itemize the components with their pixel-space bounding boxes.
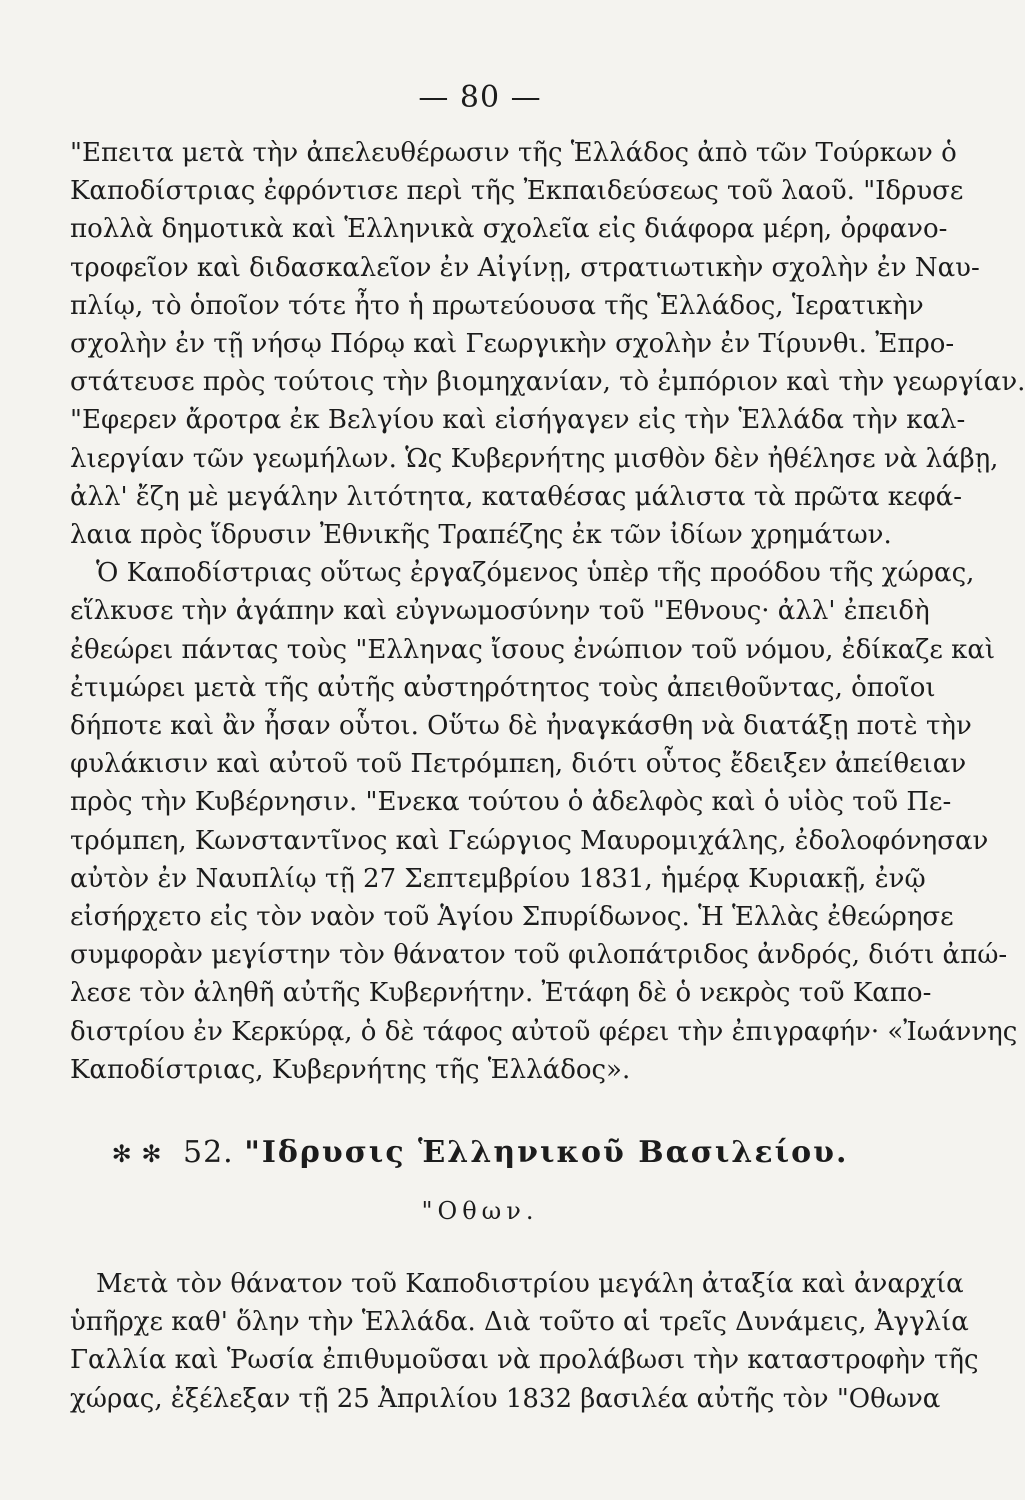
text-line: ἀλλ' ἔζη μὲ μεγάλην λιτότητα, καταθέσας μάλιστα τὰ πρῶτα κεφά-: [70, 481, 962, 512]
text-line: Γαλλία καὶ Ῥωσία ἐπιθυμοῦσαι νὰ προλάβωσι τὴν καταστροφὴν τῆς: [70, 1345, 979, 1376]
text-line: δήποτε καὶ ἂν ἦσαν οὗτοι. Οὕτω δὲ ἠναγκάσθη νὰ διατάξῃ ποτὲ τὴν: [70, 711, 972, 742]
text-line: ἐθεώρει πάντας τοὺς "Ελληνας ἴσους ἐνώπιον τοῦ νόμου, ἐδίκαζε καὶ: [70, 634, 996, 665]
section-heading: [70, 1133, 890, 1173]
text-line: πλίῳ, τὸ ὁποῖον τότε ἦτο ἡ πρωτεύουσα τῆς Ἑλλάδος, Ἱερατικὴν: [70, 290, 924, 321]
text-line: φυλάκισιν καὶ αὐτοῦ τοῦ Πετρόμπεη, διότι οὗτος ἔδειξεν ἀπείθειαν: [70, 749, 967, 780]
text-line: Καποδίστριας ἐφρόντισε περὶ τῆς Ἐκπαιδεύσεως τοῦ λαοῦ. "Ιδρυσε: [70, 176, 964, 207]
text-line: Μετὰ τὸν θάνατον τοῦ Καποδιστρίου μεγάλη ἀταξία καὶ ἀναρχία: [96, 1269, 964, 1300]
text-line: συμφορὰν μεγίστην τὸν θάνατον τοῦ φιλοπάτριδος ἀνδρός, διότι ἀπώ-: [70, 940, 1008, 971]
text-line: σχολὴν ἐν τῇ νήσῳ Πόρῳ καὶ Γεωργικὴν σχολὴν ἐν Τίρυνθι. Ἐπρο-: [70, 329, 955, 360]
text-line: εἰσήρχετο εἰς τὸν ναὸν τοῦ Ἁγίου Σπυρίδωνος. Ἡ Ἑλλὰς ἐθεώρησε: [70, 902, 954, 933]
text-line: Καποδίστριας, Κυβερνήτης τῆς Ἑλλάδος».: [70, 1054, 631, 1085]
text-line: ἐτιμώρει μετὰ τῆς αὐτῆς αὐστηρότητος τοὺς ἀπειθοῦντας, ὁποῖοι: [70, 672, 936, 703]
section-title: "Ιδρυσις Ἑλληνικοῦ Βασιλείου.: [244, 1135, 849, 1171]
book-page: [70, 78, 1025, 1418]
paragraph-3: [70, 1265, 979, 1418]
asterisk-icon: ✻ ✻: [111, 1140, 163, 1169]
section-number: 52.: [182, 1135, 234, 1171]
text-line: εἵλκυσε τὴν ἀγάπην καὶ εὐγνωμοσύνην τοῦ "Εθνους· ἀλλ' ἐπειδὴ: [70, 596, 930, 627]
text-line: "Εφερεν ἄροτρα ἐκ Βελγίου καὶ εἰσήγαγεν εἰς τὴν Ἑλλάδα τὴν καλ-: [70, 405, 966, 436]
text-line: διστρίου ἐν Κερκύρᾳ, ὁ δὲ τάφος αὐτοῦ φέρει τὴν ἐπιγραφήν· «Ἰωάννης: [70, 1016, 1018, 1047]
text-line: στάτευσε πρὸς τούτοις τὴν βιομηχανίαν, τὸ ἐμπόριον καὶ τὴν γεωργίαν.: [70, 367, 1025, 398]
text-line: λαια πρὸς ἵδρυσιν Ἐθνικῆς Τραπέζης ἐκ τῶν ἰδίων χρημάτων.: [70, 520, 892, 551]
text-line: ὑπῆρχε καθ' ὅλην τὴν Ἑλλάδα. Διὰ τοῦτο αἱ τρεῖς Δυνάμεις, Ἀγγλία: [70, 1307, 969, 1338]
text-line: λιεργίαν τῶν γεωμήλων. Ὡς Κυβερνήτης μισθὸν δὲν ἠθέλησε νὰ λάβῃ,: [70, 443, 999, 474]
section-subheading: "Οθων.: [421, 1197, 539, 1226]
text-line: αὐτὸν ἐν Ναυπλίῳ τῇ 27 Σεπτεμβρίου 1831, ἡμέρᾳ Κυριακῇ, ἐνῷ: [70, 863, 926, 894]
paragraph-2: [70, 554, 1018, 1089]
text-line: "Επειτα μετὰ τὴν ἀπελευθέρωσιν τῆς Ἑλλάδος ἀπὸ τῶν Τούρκων ὁ: [70, 138, 957, 168]
text-line: τρόμπεη, Κωνσταντῖνος καὶ Γεώργιος Μαυρομιχάλης, ἐδολοφόνησαν: [70, 825, 989, 856]
text-line: πολλὰ δημοτικὰ καὶ Ἑλληνικὰ σχολεῖα εἰς διάφορα μέρη, ὀρφανο-: [70, 214, 948, 245]
page-number: — 80 —: [418, 80, 542, 115]
paragraph-1: [70, 134, 1025, 554]
text-line: πρὸς τὴν Κυβέρνησιν. "Ενεκα τούτου ὁ ἀδελφὸς καὶ ὁ υἱὸς τοῦ Πε-: [70, 787, 952, 818]
text-line: λεσε τὸν ἀληθῆ αὐτῆς Κυβερνήτην. Ἐτάφη δὲ ὁ νεκρὸς τοῦ Καπο-: [70, 978, 932, 1009]
text-line: τροφεῖον καὶ διδασκαλεῖον ἐν Αἰγίνῃ, στρατιωτικὴν σχολὴν ἐν Ναυ-: [70, 252, 980, 283]
text-line: Ὁ Καποδίστριας οὕτως ἐργαζόμενος ὑπὲρ τῆς προόδου τῆς χώρας,: [96, 558, 975, 589]
text-line: χώρας, ἐξέλεξαν τῇ 25 Ἀπριλίου 1832 βασιλέα αὐτῆς τὸν "Οθωνα: [70, 1383, 941, 1414]
